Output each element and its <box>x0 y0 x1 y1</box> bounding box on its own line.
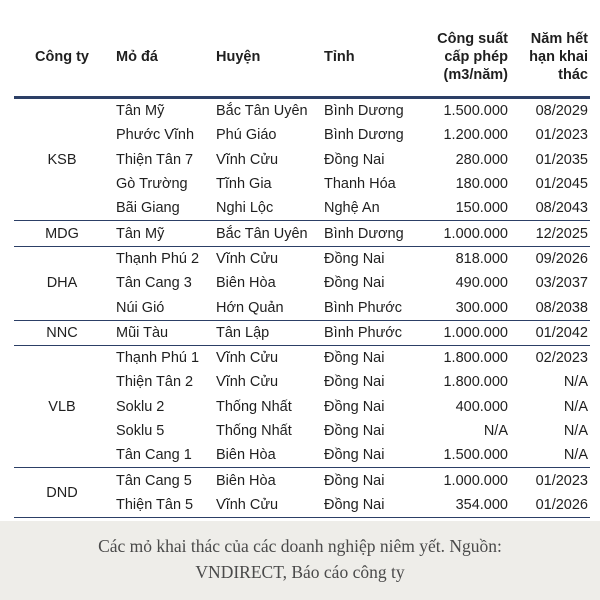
capacity-cell: 280.000 <box>455 151 508 168</box>
capacity-cell: 150.000 <box>422 196 510 221</box>
district-cell: Hớn Quản <box>214 295 322 320</box>
header-capacity <box>422 18 510 98</box>
mine-cell: Thiện Tân 7 <box>116 151 194 168</box>
district-cell: Thống Nhất <box>216 423 292 439</box>
header-mine: Mỏ đá <box>110 18 214 98</box>
province-cell: Nghệ An <box>322 196 422 221</box>
mine-cell: Núi Gió <box>110 295 214 320</box>
mine-cell: Thạnh Phú 2 <box>116 250 200 267</box>
district-cell: Vĩnh Cửu <box>216 350 279 367</box>
end-year-cell: 01/2023 <box>535 127 588 144</box>
table-row <box>14 98 590 124</box>
district-cell: Vĩnh Cửu <box>216 374 279 391</box>
table-body <box>14 98 590 518</box>
capacity-cell: 490.000 <box>455 275 508 292</box>
end-year-cell: 01/2035 <box>535 151 588 168</box>
end-year-cell: 01/2045 <box>535 176 588 193</box>
company-cell: VLB <box>14 345 110 467</box>
capacity-cell: 1.800.000 <box>443 374 508 391</box>
province-cell: Bình Phước <box>322 320 422 345</box>
district-cell: Biên Hòa <box>214 443 322 468</box>
mine-cell: Phước Vĩnh <box>116 127 195 144</box>
header-company: Công ty <box>14 18 110 98</box>
capacity-cell: 1.000.000 <box>422 221 510 246</box>
capacity-cell: 354.000 <box>422 493 510 518</box>
mine-cell: Bãi Giang <box>110 196 214 221</box>
end-year-cell: 08/2038 <box>510 295 590 320</box>
district-cell: Tĩnh Gia <box>216 176 272 193</box>
end-year-cell: 08/2043 <box>510 196 590 221</box>
capacity-cell: 818.000 <box>455 250 508 267</box>
capacity-cell: 1.800.000 <box>443 350 508 367</box>
mine-cell: Thiện Tân 5 <box>110 493 214 518</box>
quarry-table <box>14 18 590 518</box>
table-row <box>14 320 590 345</box>
company-cell: DND <box>14 468 110 518</box>
province-cell: Đồng Nai <box>322 443 422 468</box>
mine-cell: Tân Cang 3 <box>116 275 192 292</box>
mine-cell: Gò Trường <box>116 176 188 193</box>
table-row <box>14 345 590 370</box>
province-cell: Đồng Nai <box>324 472 385 489</box>
company-cell: DHA <box>14 246 110 320</box>
district-cell: Thống Nhất <box>216 398 292 415</box>
mine-cell: Tân Cang 5 <box>116 472 192 489</box>
end-year-cell: 01/2023 <box>535 472 588 489</box>
mine-cell: Tân Mỹ <box>116 103 165 120</box>
province-cell: Bình Dương <box>324 127 404 144</box>
district-cell: Phú Giáo <box>216 127 277 144</box>
table-row <box>14 468 590 493</box>
province-cell: Bình Dương <box>324 103 404 120</box>
capacity-cell: 300.000 <box>422 295 510 320</box>
table-row <box>14 246 590 271</box>
province-cell: Đồng Nai <box>324 151 385 168</box>
mine-cell: Thiện Tân 2 <box>116 374 194 391</box>
header-row <box>14 18 590 98</box>
capacity-cell: 1.000.000 <box>422 320 510 345</box>
header-end-year-line: hạn khai <box>529 49 588 65</box>
mine-cell: Soklu 5 <box>116 423 165 439</box>
header-province: Tỉnh <box>322 18 422 98</box>
company-cell: NNC <box>14 320 110 345</box>
province-cell: Thanh Hóa <box>324 176 396 193</box>
mine-cell: Thạnh Phú 1 <box>116 350 200 367</box>
mine-cell: Mũi Tàu <box>110 320 214 345</box>
end-year-cell: N/A <box>563 398 588 415</box>
end-year-cell: 01/2026 <box>510 493 590 518</box>
end-year-cell: 02/2023 <box>535 350 588 367</box>
district-cell: Biên Hòa <box>216 472 276 489</box>
image-caption <box>0 521 600 600</box>
district-cell: Vĩnh Cửu <box>216 250 279 267</box>
province-cell: Đồng Nai <box>322 493 422 518</box>
capacity-cell: 180.000 <box>455 176 508 193</box>
capacity-cell: 1.500.000 <box>443 103 508 120</box>
district-cell: Nghi Lộc <box>214 196 322 221</box>
header-district: Huyện <box>214 18 322 98</box>
end-year-cell: 08/2029 <box>535 103 588 120</box>
province-cell: Đồng Nai <box>324 374 385 391</box>
mine-cell: Tân Cang 1 <box>110 443 214 468</box>
mine-cell: Tân Mỹ <box>110 221 214 246</box>
district-cell: Vĩnh Cửu <box>214 493 322 518</box>
company-cell: MDG <box>14 221 110 246</box>
province-cell: Đồng Nai <box>324 275 385 292</box>
capacity-cell: N/A <box>483 423 508 439</box>
end-year-cell: 12/2025 <box>510 221 590 246</box>
province-cell: Đồng Nai <box>324 398 385 415</box>
end-year-cell: N/A <box>563 374 588 391</box>
table-header <box>14 18 590 98</box>
province-cell: Đồng Nai <box>324 250 385 267</box>
caption-line-1: Các mỏ khai thác của các doanh nghiệp niêm yết. Nguồn: <box>98 536 502 556</box>
caption-line-2: VNDIRECT, Báo cáo công ty <box>195 562 405 582</box>
table-row <box>14 221 590 246</box>
company-cell: KSB <box>14 98 110 221</box>
mine-cell: Soklu 2 <box>116 398 165 415</box>
capacity-cell: 1.000.000 <box>443 472 508 489</box>
district-cell: Bắc Tân Uyên <box>214 221 322 246</box>
header-capacity-line: cấp phép <box>444 49 508 65</box>
end-year-cell: 01/2042 <box>510 320 590 345</box>
header-capacity-line: Công suất <box>437 31 508 47</box>
province-cell: Bình Dương <box>322 221 422 246</box>
header-capacity-line: (m3/năm) <box>443 67 508 83</box>
end-year-cell: 03/2037 <box>535 275 588 292</box>
end-year-cell: N/A <box>563 423 588 439</box>
capacity-cell: 1.500.000 <box>422 443 510 468</box>
header-end-year-line: thác <box>558 67 588 83</box>
province-cell: Đồng Nai <box>324 423 385 439</box>
end-year-cell: N/A <box>510 443 590 468</box>
district-cell: Vĩnh Cửu <box>216 151 279 168</box>
header-end-year <box>510 18 590 98</box>
capacity-cell: 400.000 <box>455 398 508 415</box>
capacity-cell: 1.200.000 <box>443 127 508 144</box>
quarry-table-container <box>14 18 590 518</box>
district-cell: Tân Lập <box>214 320 322 345</box>
province-cell: Đồng Nai <box>324 350 385 367</box>
province-cell: Bình Phước <box>322 295 422 320</box>
header-end-year-line: Năm hết <box>530 31 588 47</box>
end-year-cell: 09/2026 <box>535 250 588 267</box>
district-cell: Bắc Tân Uyên <box>216 103 308 120</box>
district-cell: Biên Hòa <box>216 275 276 292</box>
